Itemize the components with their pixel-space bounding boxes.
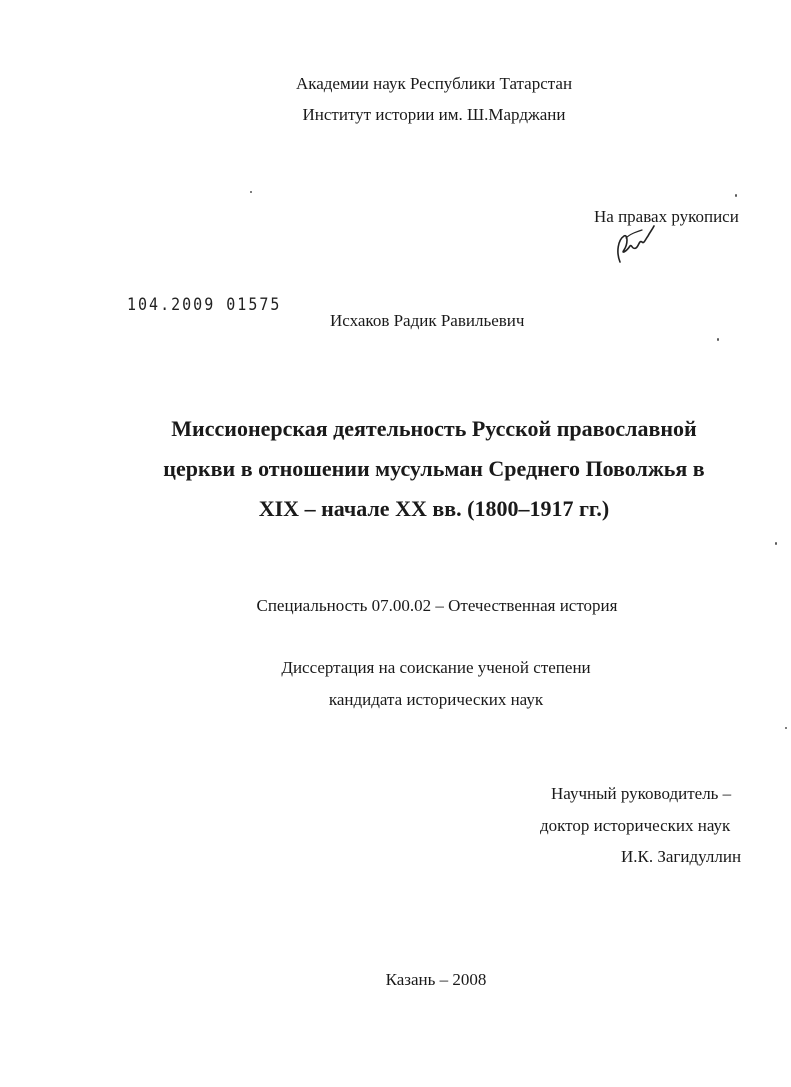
handwritten-signature <box>612 222 658 266</box>
supervisor-name: И.К. Загидуллин <box>621 847 742 866</box>
institute-heading: Институт истории им. Ш.Марджани <box>302 105 566 124</box>
scan-speck <box>250 191 252 193</box>
author-name: Исхаков Радик Равильевич <box>330 311 525 330</box>
archive-stamp: 104.2009 01575 <box>127 294 282 315</box>
scan-speck <box>717 338 719 341</box>
scan-speck <box>775 542 777 545</box>
rights-note: На правах рукописи <box>594 207 739 226</box>
title-line-3: XIX – начале XX вв. (1800–1917 гг.) <box>258 496 610 521</box>
supervisor-degree: доктор исторических наук <box>540 816 731 835</box>
academy-heading: Академии наук Республики Татарстан <box>295 74 573 93</box>
scan-speck <box>785 727 787 729</box>
dissertation-line-1: Диссертация на соискание ученой степени <box>281 658 591 677</box>
dissertation-line-2: кандидата исторических наук <box>328 690 544 709</box>
title-line-2: церкви в отношении мусульман Среднего Поволжья в <box>163 456 705 481</box>
supervisor-role: Научный руководитель – <box>551 784 732 803</box>
specialty-line: Специальность 07.00.02 – Отечественная история <box>256 596 618 615</box>
city-year: Казань – 2008 <box>385 970 487 989</box>
scan-speck <box>735 194 737 197</box>
title-line-1: Миссионерская деятельность Русской православной <box>171 416 697 441</box>
